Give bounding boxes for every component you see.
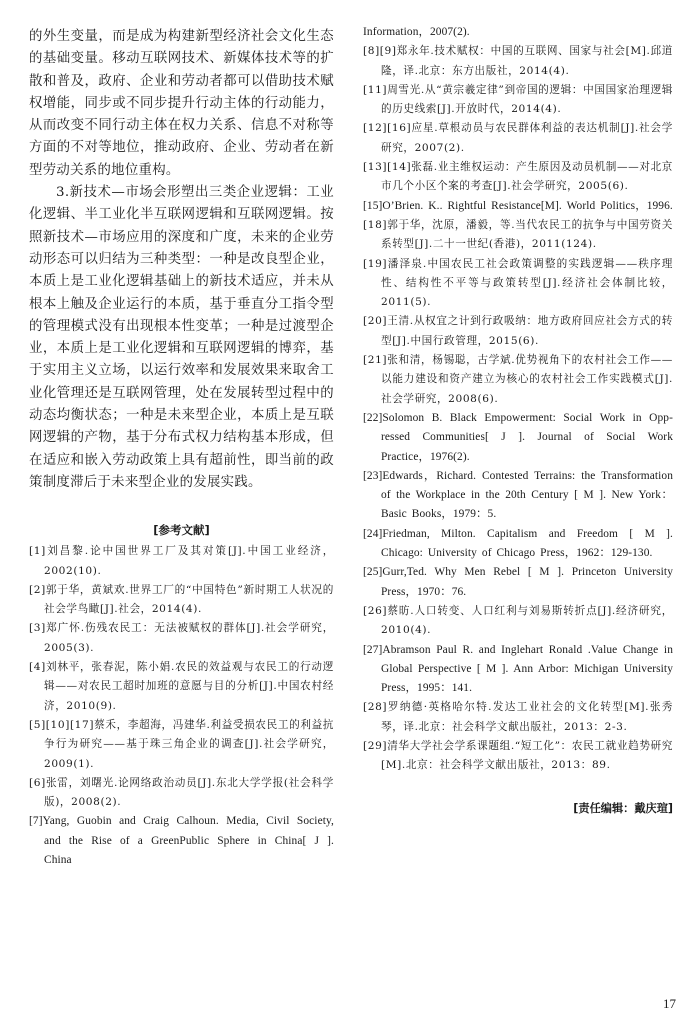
reference-item: [19]潘泽泉.中国农民工社会政策调整的实践逻辑——秩序理性、结构性不平等与政策转型[J].经济社会体制比较，2011(5). — [363, 257, 673, 309]
reference-item: [23]Edwards，Richard. Contested Terrains: the Transformation of the Workplace in the 20th Century [ M ]. New York：Basic Books，1979：5. — [363, 469, 673, 521]
reference-item: [26]蔡昉.人口转变、人口红利与刘易斯转折点[J].经济研究，2010(4). — [363, 604, 673, 637]
reference-item: [7]Yang, Guobin and Craig Calhoun. Media, Civil Society, and the Rise of a GreenPublic Sphere in China[ J ]. China — [29, 815, 334, 866]
reference-item: [12][16]应星.草根动员与农民群体利益的表达机制[J].社会学研究，2007(2). — [363, 122, 673, 154]
reference-item: [18]郭于华，沈原，潘毅，等.当代农民工的抗争与中国劳资关系转型[J].二十一世纪(香港)，2011(124). — [363, 218, 673, 251]
left-column — [29, 0, 334, 870]
reference-item: [24]Friedman, Milton. Capitalism and Freedom [ M ]. Chicago: University of Chicago Press，1962：129-130. — [363, 527, 673, 560]
reference-item: [3]郑广怀.伤残农民工：无法被赋权的群体[J].社会学研究，2005(3). — [29, 622, 334, 654]
body-paragraph-2: 3.新技术—市场会形塑出三类企业逻辑：工业化逻辑、半工业化半互联网逻辑和互联网逻辑。按照新技术—市场应用的深度和广度，未来的企业劳动形态可以归结为三种类型：一种是改良型企业，本质上是工业化逻辑基础上的新技术适应，并未从根本上触及企业运行的本质，基于垂直分工指令型的管理模式没有出现根本性变革；一种是过渡型企业，本质上是工业化逻辑和互联网逻辑的博弈，基于实用主义立场，以运行效率和发展效果来取舍工业化管理还是互联网管理，处在发展转型过程中的动态均衡状态；一种是未来型企业，本质上是互联网逻辑的产物，基于分布式权力结构基本形成，但在适应和嵌入劳动政策上具有超前性，即当前的政策制度滞后于未来型企业的发展实践。 — [29, 185, 334, 490]
body-paragraph-1: 的外生变量，而是成为构建新型经济社会文化生态的基础变量。移动互联网技术、新媒体技术等的扩散和普及，政府、企业和劳动者都可以借助技术赋权增能，同步或不同步提升行动主体的行动能力，从而改变不同行动主体在权力关系、信息不对称等方面的不对等地位，推动政府、企业、劳动者在新型劳动关系的地位重构。 — [29, 29, 334, 178]
reference-item: [27]Abramson Paul R. and Inglehart Ronald .Value Change in Global Perspective [ M ]. Ann Arbor: Michigan University Press，1995：141. — [363, 643, 673, 695]
reference-list-left — [29, 542, 334, 870]
reference-item: [5][10][17]蔡禾，李超海，冯建华.利益受损农民工的利益抗争行为研究——基于珠三角企业的调查[J].社会学研究，2009(1). — [29, 718, 334, 770]
reference-item: [21]张和清，杨锡聪，古学斌.优势视角下的农村社会工作——以能力建设和资产建立为核心的农村社会工作实践模式[J].社会学研究，2008(6). — [363, 354, 673, 405]
page-number: 17 — [663, 996, 676, 1011]
reference-item: [20]王清.从权宜之计到行政吸纳：地方政府回应社会方式的转型[J].中国行政管理，2015(6). — [363, 315, 673, 347]
reference-item: [25]Gurr,Ted. Why Men Rebel [ M ]. Princeton University Press，1970：76. — [363, 566, 673, 598]
reference-item: [11]周雪光.从“黄宗羲定律”到帝国的逻辑：中国国家治理逻辑的历史线索[J].开放时代，2014(4). — [363, 83, 673, 116]
reference-item: [2]郭于华，黄斌欢.世界工厂的“中国特色”新时期工人状况的社会学鸟瞰[J].社会，2014(4). — [29, 583, 334, 616]
reference-item: [1]刘昌黎.论中国世界工厂及其对策[J].中国工业经济，2002(10). — [29, 545, 334, 577]
reference-item: [8][9]郑永年.技术赋权：中国的互联网、国家与社会[M].邱道隆，译.北京：东方出版社，2014(4). — [363, 45, 673, 77]
reference-item: [6]张雷，刘曙光.论网络政治动员[J].东北大学学报(社会科学版)，2008(2). — [29, 776, 334, 809]
reference-item-continuation: Information，2007(2). — [363, 26, 470, 38]
references-heading: [参考文献] — [153, 523, 210, 538]
reference-item: [28]罗纳德·英格哈尔特.发达工业社会的文化转型[M].张秀琴，译.北京：社会科学文献出版社，2013：2-3. — [363, 701, 673, 733]
reference-item: [15]O’Brien. K.. Rightful Resistance[M]. World Politics，1996. — [363, 199, 673, 212]
reference-item: [29]清华大学社会学系课题组.“短工化”：农民工就业趋势研究[M].北京：社会科学文献出版社，2013：89. — [363, 739, 673, 772]
right-column — [363, 0, 673, 816]
reference-item: [4]刘林平，张春泥，陈小娟.农民的效益观与农民工的行动逻辑——对农民工超时加班的意愿与目的分析[J].中国农村经济，2010(9). — [29, 661, 334, 712]
responsible-editor: [责任编辑：戴庆瑄] — [573, 801, 673, 815]
reference-item: [22]Solomon B. Black Empowerment: Social Work in Opp-ressed Communities[ J ]. Journal of Social Work Practice，1976(2). — [363, 411, 673, 463]
reference-list-right — [363, 23, 673, 776]
reference-item: [13][14]张磊.业主维权运动：产生原因及动员机制——对北京市几个小区个案的考查[J].社会学研究，2005(6). — [363, 161, 673, 193]
